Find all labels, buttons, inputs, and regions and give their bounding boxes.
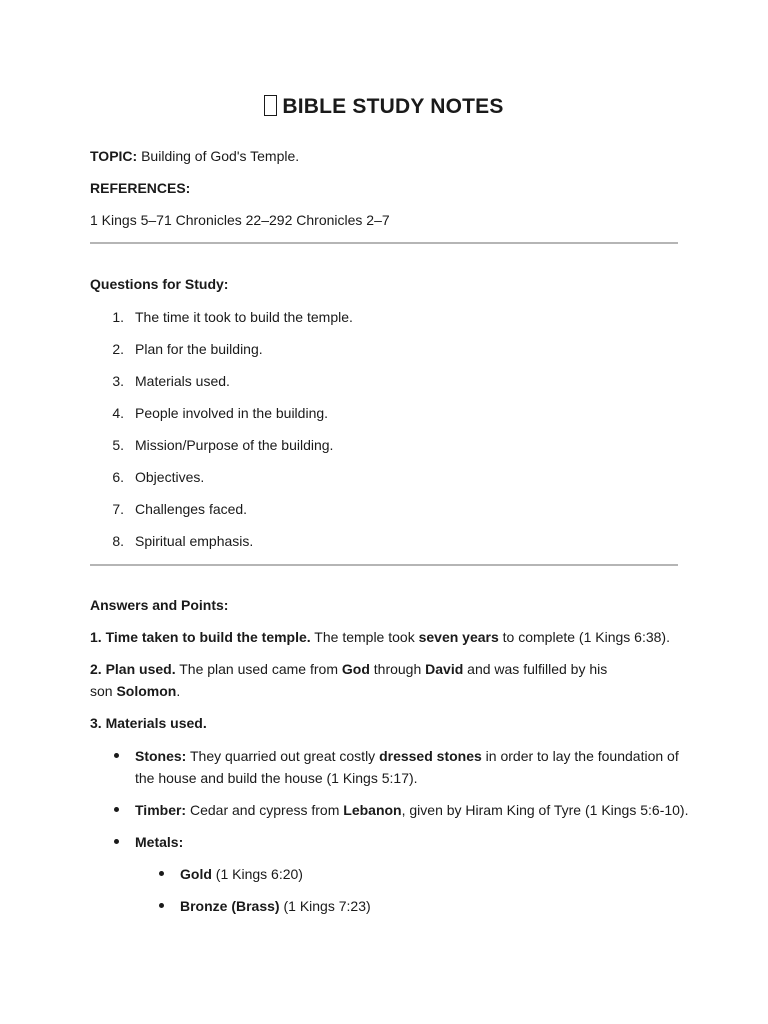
question-number: 1. [112,309,124,325]
bronze-line [180,895,371,917]
question-number: 2. [112,341,124,357]
answers-heading: Answers and Points: [90,597,229,613]
question-text: Mission/Purpose of the building. [135,437,334,453]
stones-text-2: in order to lay the foundation of [481,748,679,764]
bullet-dot [159,903,164,908]
answer-1 [90,627,670,648]
answer-3-label: 3. Materials used. [90,715,207,731]
answer-1-pre: The temple took [310,629,419,645]
question-text: Plan for the building. [135,341,263,357]
topic-value: Building of God's Temple. [141,148,300,164]
answer-2-line-1 [90,659,607,680]
gold-label: Gold [180,866,212,882]
timber-text-2: , given by Hiram King of Tyre (1 Kings 5:6-10). [401,802,689,818]
topic-line [90,146,299,167]
question-number: 8. [112,533,124,549]
answer-2-text-2: through [369,661,426,677]
question-text: Spiritual emphasis. [135,533,254,549]
document-title [90,95,678,119]
stones-label: Stones: [135,748,187,764]
references-line [90,178,190,199]
timber-bold: Lebanon [343,802,402,818]
answer-2-bold-2: David [425,661,464,677]
answer-2-bold-1: God [341,661,370,677]
answer-2-label: 2. Plan used. [90,661,176,677]
stones-bold: dressed stones [379,748,482,764]
bullet-dot [114,807,119,812]
question-number: 4. [112,405,124,421]
missing-glyph-icon [264,95,277,116]
references-label: REFERENCES: [90,180,191,196]
answer-1-bold: seven years [418,629,499,645]
question-text: The time it took to build the temple. [135,309,353,325]
question-number: 3. [112,373,124,389]
divider-1 [90,242,678,244]
bullet-timber [114,799,689,821]
bullet-stones [114,745,679,789]
references-value: 1 Kings 5–71 Chronicles 22–292 Chronicles 2–7 [90,212,390,228]
question-number: 5. [112,437,124,453]
bullet-dot [159,871,164,876]
metals-label: Metals: [135,834,184,850]
answer-2-text-1: The plan used came from [175,661,342,677]
answer-2-text-3: and was fulfilled by his [463,661,608,677]
answer-2-line-2 [90,681,180,702]
document-title-text: BIBLE STUDY NOTES [282,95,504,118]
topic-label: TOPIC: [90,148,138,164]
timber-text-1: Cedar and cypress from [186,802,344,818]
answer-2-bold-3: Solomon [116,683,177,699]
answer-2-text-4: son [90,683,117,699]
bronze-label: Bronze (Brass) [180,898,280,914]
divider-2 [90,564,678,566]
question-number: 6. [112,469,124,485]
bullet-metals [114,831,674,853]
question-text: People involved in the building. [135,405,329,421]
bullet-gold [159,863,659,885]
gold-line [180,863,303,885]
bronze-ref: (1 Kings 7:23) [279,898,371,914]
timber-label: Timber: [135,802,187,818]
bullet-dot [114,839,119,844]
timber-line [135,799,688,821]
questions-heading: Questions for Study: [90,276,229,292]
answer-2-text-5: . [176,683,181,699]
answer-1-post: to complete (1 Kings 6:38). [498,629,670,645]
bullet-bronze [159,895,659,917]
question-number: 7. [112,501,124,517]
bullet-dot [114,753,119,758]
question-text: Challenges faced. [135,501,248,517]
stones-line-2: the house and build the house (1 Kings 5:17). [135,770,418,786]
gold-ref: (1 Kings 6:20) [211,866,303,882]
stones-line-1 [135,745,679,767]
question-text: Materials used. [135,373,230,389]
question-text: Objectives. [135,469,205,485]
answer-1-label: 1. Time taken to build the temple. [90,629,311,645]
stones-text-1: They quarried out great costly [186,748,380,764]
